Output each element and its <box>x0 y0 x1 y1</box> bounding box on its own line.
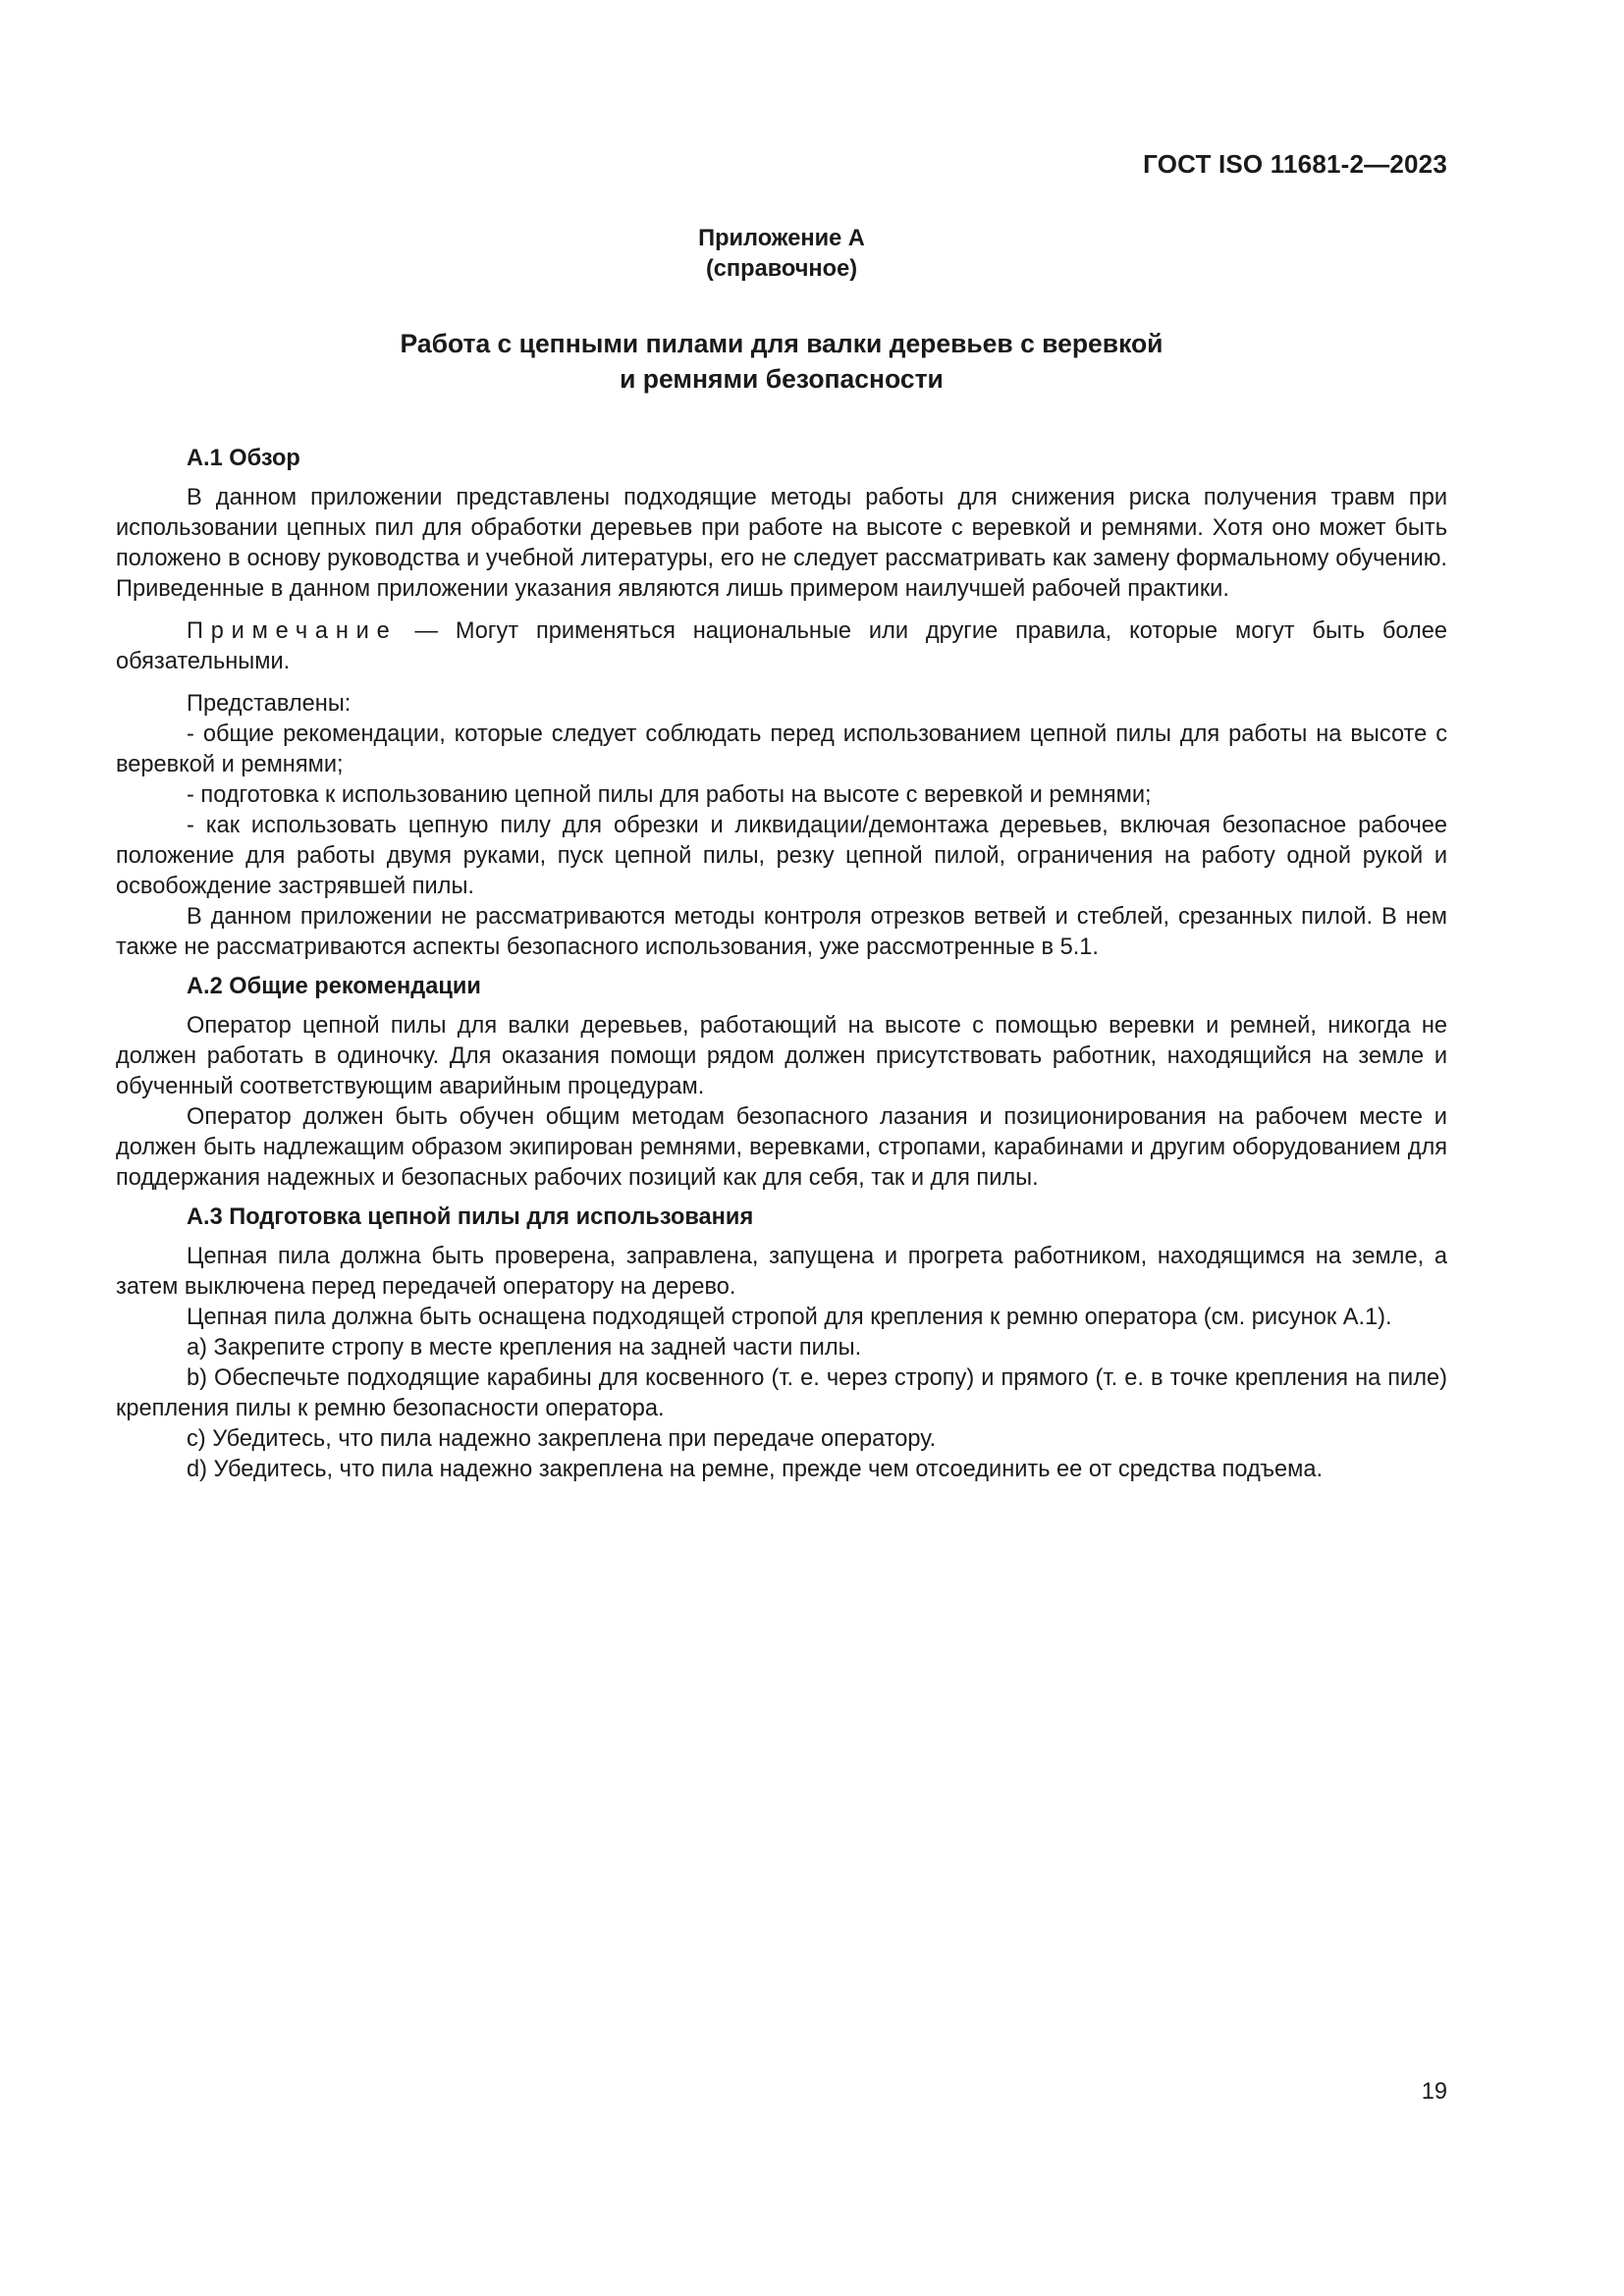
note-label: Примечание <box>187 618 398 644</box>
annex-title-line1: Работа с цепными пилами для валки деревьев с веревкой <box>400 329 1164 358</box>
section-a2-paragraph-2: Оператор должен быть обучен общим методам безопасного лазания и позиционирования на рабочем месте и должен быть надлежащим образом экипирован ремнями, веревками, стропами, карабинами и другим оборудованием для поддержания надежных и безопасных рабочих позиций как для себя, так и для пилы. <box>116 1104 1447 1191</box>
section-a2-heading: А.2 Общие рекомендации <box>187 974 481 999</box>
section-a1-final-paragraph: В данном приложении не рассматриваются методы контроля отрезков ветвей и стеблей, срезанных пилой. В нем также не рассматриваются аспекты безопасного использования, уже рассмотренные в 5.1. <box>116 904 1447 960</box>
step-item-d: d) Убедитесь, что пила надежно закреплена на ремне, прежде чем отсоединить ее от средства подъема. <box>187 1457 1324 1482</box>
list-item: - общие рекомендации, которые следует соблюдать перед использованием цепной пилы для работы на высоте с веревкой и ремнями; <box>116 721 1447 777</box>
section-a3-paragraph-2: Цепная пила должна быть оснащена подходящей стропой для крепления к ремню оператора (см. рисунок А.1). <box>187 1305 1392 1330</box>
annex-type: (справочное) <box>705 256 858 282</box>
note <box>116 616 1447 677</box>
section-a2-paragraph-1: Оператор цепной пилы для валки деревьев, работающий на высоте с помощью веревки и ремней, никогда не должен работать в одиночку. Для оказания помощи рядом должен присутствовать работник, находящийся на земле и обученный соответствующим аварийным процедурам. <box>116 1013 1447 1099</box>
section-a3-heading: А.3 Подготовка цепной пилы для использования <box>187 1204 754 1230</box>
document-code: ГОСТ ISO 11681-2—2023 <box>1143 149 1447 179</box>
list-item: - подготовка к использованию цепной пилы для работы на высоте с веревкой и ремнями; <box>187 782 1152 808</box>
page-content <box>116 224 1447 1485</box>
section-a3-paragraph-1: Цепная пила должна быть проверена, заправлена, запущена и прогрета работником, находящимся на земле, а затем выключена перед передачей оператору на дерево. <box>116 1244 1447 1300</box>
annex-title <box>116 326 1447 397</box>
annex-label: Приложение А <box>698 226 865 251</box>
note-text: — Могут применяться национальные или другие правила, которые могут быть более обязательными. <box>116 618 1447 674</box>
annex-title-line2: и ремнями безопасности <box>620 364 944 394</box>
step-item-a: a) Закрепите стропу в месте крепления на задней части пилы. <box>187 1335 862 1361</box>
list-item: - как использовать цепную пилу для обрезки и ликвидации/демонтажа деревьев, включая безопасное рабочее положение для работы двумя руками, пуск цепной пилы, резку цепной пилой, ограничения на работу одной рукой и освобождение застрявшей пилы. <box>116 813 1447 899</box>
section-a1-heading: А.1 Обзор <box>187 446 300 471</box>
step-item-c: c) Убедитесь, что пила надежно закреплена при передаче оператору. <box>187 1426 937 1452</box>
step-item-b: b) Обеспечьте подходящие карабины для косвенного (т. е. через стропу) и прямого (т. е. в точке крепления на пиле) крепления пилы к ремню безопасности оператора. <box>116 1365 1447 1421</box>
list-intro: Представлены: <box>187 691 352 717</box>
page-number: 19 <box>1421 2079 1447 2105</box>
section-a1-paragraph: В данном приложении представлены подходящие методы работы для снижения риска получения травм при использовании цепных пил для обработки деревьев при работе на высоте с веревкой и ремнями. Хотя оно может быть положено в основу руководства и учебной литературы, его не следует рассматривать как замену формальному обучению. Приведенные в данном приложении указания являются лишь примером наилучшей рабочей практики. <box>116 485 1447 602</box>
